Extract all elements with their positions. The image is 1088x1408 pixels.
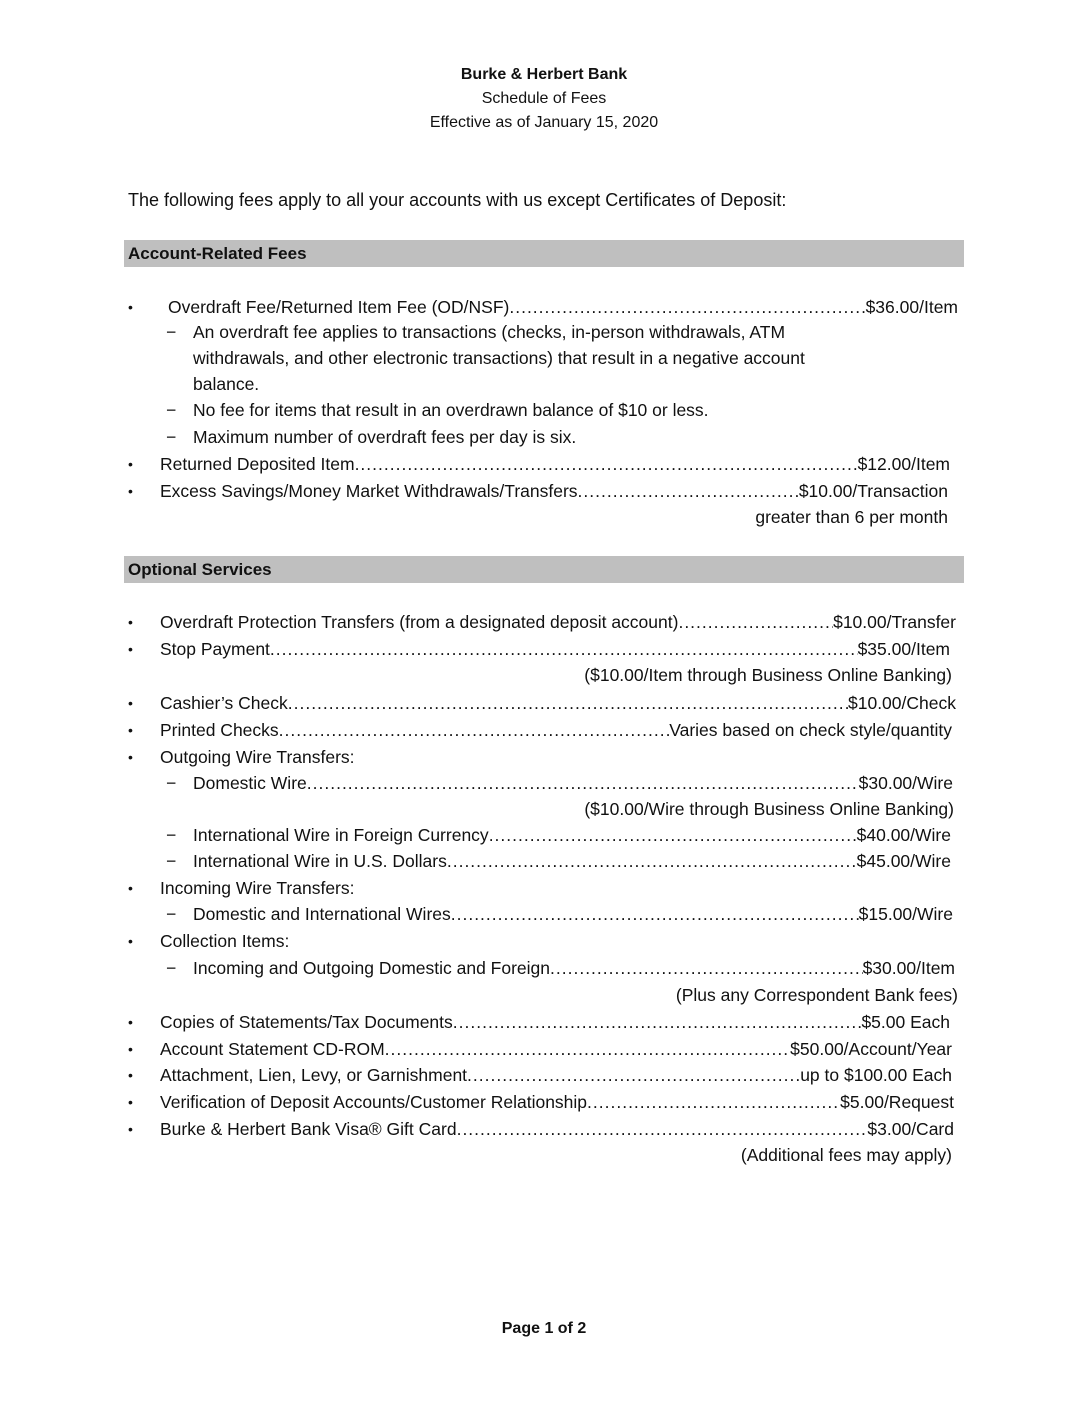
fee-row-attachment [0,1062,1088,1088]
fee-label: Cashier’s Check [160,693,288,713]
fee-label: Domestic Wire [193,773,307,793]
dash-icon: − [166,904,177,924]
fee-row-incoming-outgoing [0,955,1088,981]
dot-leader [451,901,859,927]
note-row [0,504,1088,530]
fee-row-gift-card [0,1116,1088,1142]
fee-row-intl-usd [0,848,1088,874]
bullet-icon: • [128,456,133,472]
fee-amount: Varies based on check style/quantity [669,720,952,740]
fee-row-outgoing-wire [0,744,1088,770]
note-text: Maximum number of overdraft fees per day is six. [193,427,577,447]
fee-label: Attachment, Lien, Levy, or Garnishment [160,1065,468,1085]
fee-row-excess-withdrawals [0,478,1088,504]
fee-row-returned-deposited-item [0,451,1088,477]
note-row [0,397,1088,423]
fee-note: (Additional fees may apply) [740,1145,952,1165]
fee-amount: $15.00/Wire [858,904,953,924]
bullet-icon: • [128,722,133,738]
bullet-icon: • [128,933,133,949]
dash-icon: − [166,427,177,447]
bullet-icon: • [128,880,133,896]
note-row [0,662,1088,688]
dot-leader [385,1036,791,1062]
fee-amount: $40.00/Wire [856,825,951,845]
fee-amount: $50.00/Account/Year [790,1039,952,1059]
dash-icon: − [166,322,177,342]
fee-label: Incoming Wire Transfers: [160,878,355,898]
fee-amount: $36.00/Item [865,297,958,317]
fee-note: (Plus any Correspondent Bank fees) [675,985,958,1005]
dot-leader [678,609,833,635]
note-row [0,371,1088,397]
document-title: Schedule of Fees [481,90,607,107]
fee-amount: $45.00/Wire [856,851,951,871]
dot-leader [453,1009,862,1035]
note-row [0,1142,1088,1168]
fee-label: Domestic and International Wires [193,904,451,924]
bullet-icon: • [128,695,133,711]
bank-name: Burke & Herbert Bank [460,66,628,83]
fee-row-copies [0,1009,1088,1035]
bullet-icon: • [128,1121,133,1137]
bullet-icon: • [128,483,133,499]
dot-leader [489,822,857,848]
section-optional-services: Optional Services [124,556,964,583]
fee-label: Verification of Deposit Accounts/Customer Relationship [160,1092,588,1112]
note-row [0,982,1088,1008]
dot-leader [578,478,799,504]
bullet-icon: • [128,299,133,315]
bullet-icon: • [128,641,133,657]
fee-row-incoming-wire [0,875,1088,901]
dot-leader [550,955,863,981]
note-text: An overdraft fee applies to transactions (checks, in-person withdrawals, ATM [193,322,786,342]
dash-icon: − [166,773,177,793]
note-row [0,345,1088,371]
fee-amount: $10.00/Check [848,693,956,713]
fee-amount: $10.00/Transaction [798,481,948,501]
dot-leader [270,636,858,662]
fee-label: International Wire in Foreign Currency [193,825,489,845]
dot-leader [355,451,858,477]
dash-icon: − [166,400,177,420]
effective-date: Effective as of January 15, 2020 [429,114,659,131]
fee-label: Returned Deposited Item [160,454,355,474]
fee-label: Burke & Herbert Bank Visa® Gift Card [160,1119,457,1139]
dash-icon: − [166,958,177,978]
fee-row-collection-items [0,928,1088,954]
intro-text: The following fees apply to all your accounts with us except Certificates of Deposit: [128,190,787,210]
fee-row-verification [0,1089,1088,1115]
dot-leader [457,1116,868,1142]
fee-amount: up to $100.00 Each [800,1065,952,1085]
fee-label: Excess Savings/Money Market Withdrawals/Transfers [160,481,578,501]
note-text: balance. [193,374,260,394]
fee-amount: $5.00/Request [840,1092,954,1112]
fee-amount: $5.00 Each [861,1012,950,1032]
dot-leader [279,717,670,743]
fee-row-domestic-intl-wires [0,901,1088,927]
bullet-icon: • [128,1094,133,1110]
dot-leader [509,294,865,320]
bullet-icon: • [128,1014,133,1030]
fee-label: Stop Payment [160,639,270,659]
fee-label: Copies of Statements/Tax Documents [160,1012,453,1032]
fee-label: Account Statement CD-ROM [160,1039,385,1059]
fee-note: ($10.00/Wire through Business Online Banking) [584,799,954,819]
section-account-related-fees: Account-Related Fees [124,240,964,267]
note-text: No fee for items that result in an overdrawn balance of $10 or less. [193,400,709,420]
fee-note: ($10.00/Item through Business Online Banking) [584,665,952,685]
fee-row-printed-checks [0,717,1088,743]
bullet-icon: • [128,1067,133,1083]
dot-leader [307,770,859,796]
dot-leader [447,848,857,874]
note-text: withdrawals, and other electronic transactions) that result in a negative account [193,348,805,368]
fee-amount: $10.00/Transfer [833,612,956,632]
dot-leader [587,1089,840,1115]
fee-note: greater than 6 per month [755,507,948,527]
fee-row-intl-foreign-currency [0,822,1088,848]
fee-amount: $12.00/Item [857,454,950,474]
note-row [0,796,1088,822]
bullet-icon: • [128,749,133,765]
bullet-icon: • [128,614,133,630]
fee-row-cdrom [0,1036,1088,1062]
fee-row-domestic-wire [0,770,1088,796]
note-row [0,424,1088,450]
fee-label: Overdraft Protection Transfers (from a designated deposit account) [160,612,679,632]
dash-icon: − [166,825,177,845]
fee-label: Printed Checks [160,720,279,740]
fee-amount: $30.00/Wire [858,773,953,793]
dot-leader [288,690,848,716]
fee-amount: $3.00/Card [867,1119,954,1139]
note-row [0,319,1088,345]
fee-label: International Wire in U.S. Dollars [193,851,447,871]
fee-row-overdraft-protection [0,609,1088,635]
fee-amount: $35.00/Item [857,639,950,659]
fee-row-overdraft [0,294,1088,320]
fee-row-stop-payment [0,636,1088,662]
dot-leader [467,1062,800,1088]
fee-amount: $30.00/Item [862,958,955,978]
fee-label: Incoming and Outgoing Domestic and Foreign [193,958,551,978]
fee-row-cashiers-check [0,690,1088,716]
fee-label: Collection Items: [160,931,290,951]
fee-label: Outgoing Wire Transfers: [160,747,355,767]
bullet-icon: • [128,1041,133,1057]
fee-label: Overdraft Fee/Returned Item Fee (OD/NSF) [168,297,510,317]
page-number: Page 1 of 2 [501,1320,587,1337]
dash-icon: − [166,851,177,871]
